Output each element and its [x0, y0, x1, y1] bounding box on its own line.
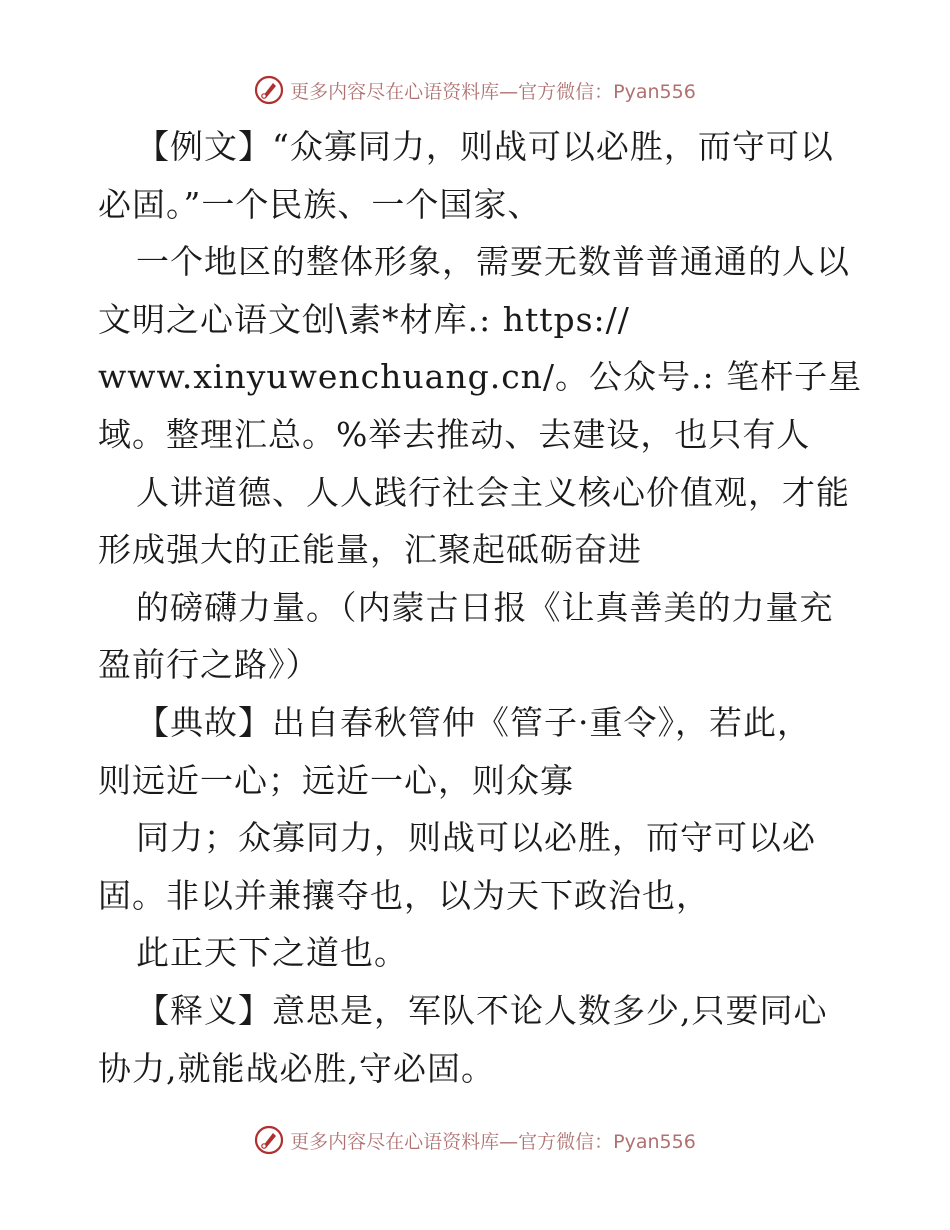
text-line: 此正天下之道也。 [136, 933, 408, 973]
text-line: 【释义】意思是，军队不论人数多少,只要同心 [136, 990, 828, 1030]
text-line: 则远近一心；远近一心，则众寡 [98, 760, 574, 800]
pen-nib-logo-icon [254, 75, 284, 105]
text-line: 域。整理汇总。%举去推动、去建设，也只有人 [98, 414, 811, 454]
text-line: www.xinyuwenchuang.cn/。公众号.: 笔杆子星 [98, 357, 863, 397]
text-line: 必固。”一个民族、一个国家、 [98, 184, 542, 224]
text-line: 一个地区的整体形象，需要无数普普通通的人以 [136, 242, 850, 282]
document-body [98, 118, 863, 1097]
footer-banner-text: 更多内容尽在心语资料库—官方微信：Pyan556 [290, 1130, 696, 1153]
text-line: 【例文】“众寡同力，则战可以必胜，而守可以 [136, 127, 834, 166]
text-line: 形成强大的正能量，汇聚起砥砺奋进 [98, 530, 642, 570]
text-line: 同力；众寡同力，则战可以必胜，而守可以必 [136, 818, 816, 858]
pen-nib-logo-icon [254, 1125, 284, 1155]
text-line: 【典故】出自春秋管仲《管子·重令》，若此， [136, 702, 811, 742]
header-banner-text: 更多内容尽在心语资料库—官方微信：Pyan556 [290, 80, 696, 103]
header-banner [0, 70, 950, 110]
text-line: 的磅礴力量。（内蒙古日报《让真善美的力量充 [136, 587, 834, 627]
text-line: 协力,就能战必胜,守必固。 [98, 1048, 495, 1088]
text-line: 盈前行之路》） [98, 645, 320, 685]
footer-banner [0, 1120, 950, 1160]
text-line: 文明之心语文创\素*材库.: https:// [98, 299, 630, 339]
text-line: 固。非以并兼攘夺也，以为天下政治也， [98, 875, 710, 915]
text-line: 人讲道德、人人践行社会主义核心价值观，才能 [136, 472, 850, 512]
